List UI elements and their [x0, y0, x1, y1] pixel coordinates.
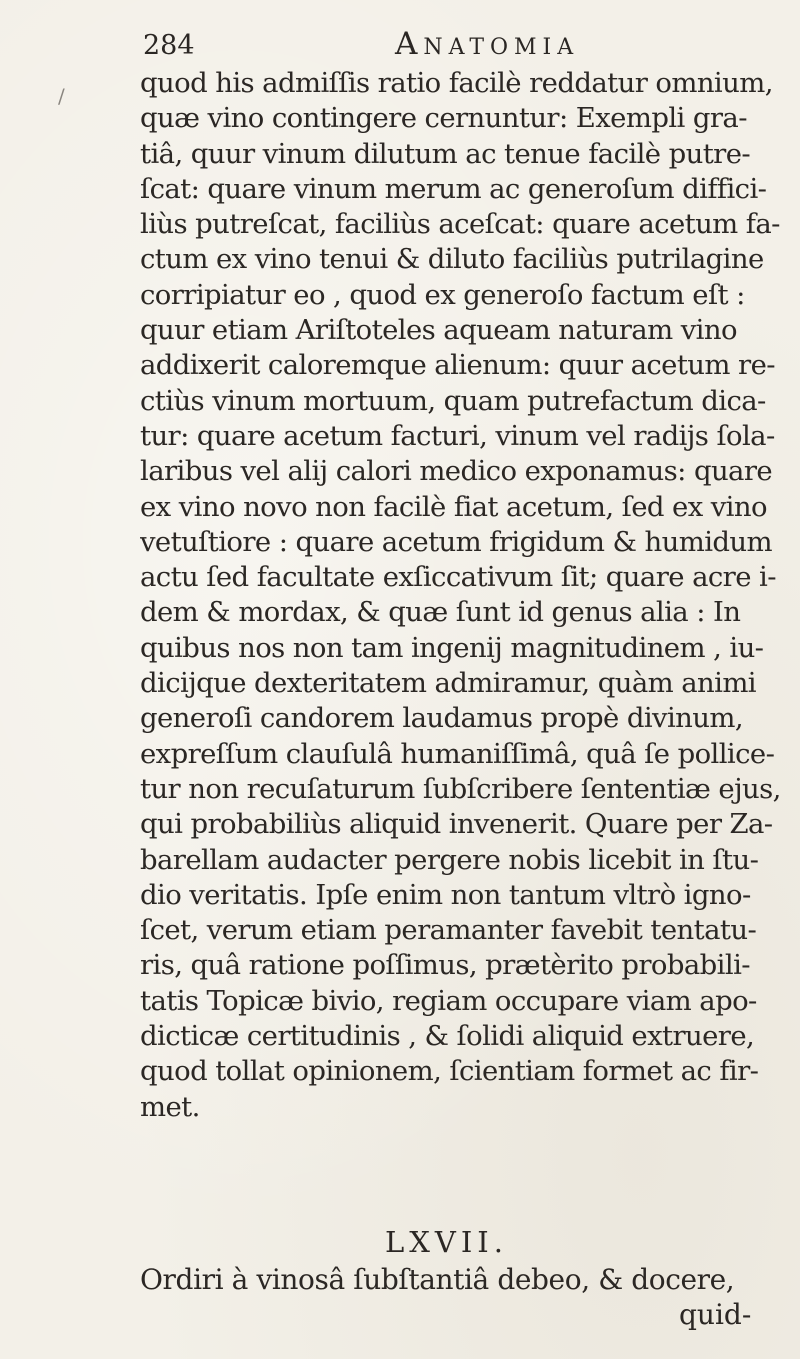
text-line: dem & mordax, & quæ ſunt id genus alia : In — [140, 596, 741, 629]
section-number: LXVII. — [385, 1225, 508, 1259]
text-line: tur non recuſaturum ſubſcribere ſententiæ ejus, — [140, 772, 781, 805]
text-line: ex vino novo non facilè fiat acetum, ſed ex vino — [140, 490, 767, 523]
text-line: ſcet, verum etiam peramanter favebit tentatu- — [140, 914, 757, 947]
text-line: met. — [140, 1090, 200, 1123]
page-number: 284 — [143, 30, 195, 61]
body-text — [140, 66, 790, 1125]
catchword: quid- — [679, 1298, 752, 1331]
text-line: ctum ex vino tenui & diluto faciliùs putrilagine — [140, 243, 764, 276]
text-line: quur etiam Ariſtoteles aqueam naturam vino — [140, 314, 737, 347]
running-title: Anatomia — [395, 26, 580, 62]
text-line: tur: quare acetum facturi, vinum vel radijs ſola- — [140, 419, 775, 452]
text-line: tatis Topicæ bivio, regiam occupare viam apo- — [140, 984, 757, 1017]
text-line: tiâ, quur vinum dilutum ac tenue facilè putre- — [140, 137, 751, 170]
text-line: dicticæ certitudinis , & ſolidi aliquid extruere, — [140, 1020, 755, 1053]
running-head — [0, 26, 800, 66]
text-line: laribus vel alij calori medico exponamus: quare — [140, 455, 773, 488]
text-line: ctiùs vinum mortuum, quam putrefactum dica- — [140, 384, 766, 417]
text-line: dicijque dexteritatem admiramur, quàm animi — [140, 667, 757, 700]
text-line: dio veritatis. Ipſe enim non tantum vltrò igno- — [140, 878, 751, 911]
text-line: ſcat: quare vinum merum ac generoſum diffici- — [140, 172, 767, 205]
text-line: quod his admiſſis ratio facilè reddatur omnium, — [140, 67, 773, 99]
text-line: generoſi candorem laudamus propè divinum, — [140, 702, 744, 735]
margin-mark: / — [58, 84, 65, 108]
text-line: vetuſtiore : quare acetum frigidum & humidum — [140, 525, 773, 558]
text-line: liùs putreſcat, faciliùs aceſcat: quare acetum fa- — [140, 208, 780, 241]
section-opening-text — [140, 1262, 790, 1298]
text-line: quod tollat opinionem, ſcientiam formet ac fir- — [140, 1055, 759, 1088]
text-line: addixerit caloremque alienum: quur acetum re- — [140, 349, 775, 382]
text-line: quæ vino contingere cernuntur: Exempli gra- — [140, 102, 747, 135]
text-line: qui probabiliùs aliquid invenerit. Quare per Za- — [140, 808, 773, 841]
text-line: corripiatur eo , quod ex generoſo factum eſt : — [140, 278, 745, 311]
text-line: expreſſum clauſulâ humaniſſimâ, quâ ſe pollice- — [140, 737, 775, 770]
text-line: actu ſed facultate exſiccativum ſit; quare acre i- — [140, 561, 776, 594]
text-line: quibus nos non tam ingenij magnitudinem , iu- — [140, 631, 764, 664]
text-line: Ordiri à vinosâ ſubſtantiâ debeo, & docere, — [140, 1263, 735, 1296]
text-line: barellam audacter pergere nobis licebit in ſtu- — [140, 843, 759, 876]
text-line: ris, quâ ratione poſſimus, prætèrito probabili- — [140, 949, 750, 982]
